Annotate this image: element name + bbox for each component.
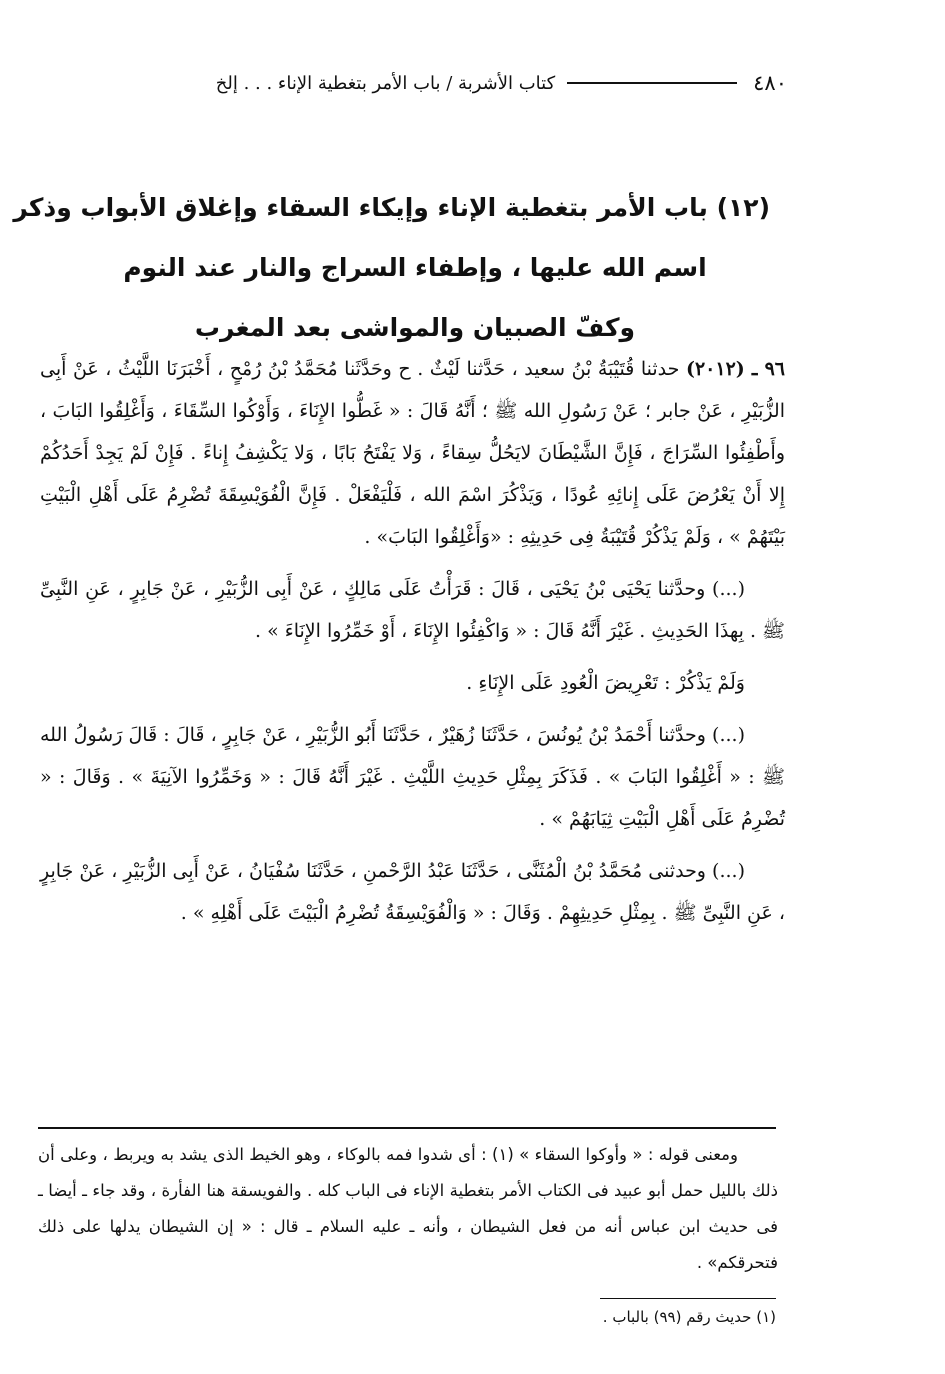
commentary-divider (38, 1127, 776, 1129)
chapter-heading (13, 178, 770, 358)
running-header (38, 66, 787, 100)
chapter-heading-line-1: (١٢) باب الأمر بتغطية الإناء وإيكاء السقاء وإغلاق الأبواب وذكر (13, 193, 770, 222)
footnote: (١) حديث رقم (٩٩) بالباب . (602, 1308, 776, 1326)
hadith-text-1: حدثنا قُتَيْبَةُ بْنُ سعيد ، حَدَّثنا لَيْثٌ . ح وحَدَّثَنا مُحَمَّدُ بْنُ رُمْحٍ ، أَخْبَرَنَا اللَّيْثُ ، عَنْ أَبِى الزُّبَيْرِ ، عَنْ جابر ؛ عَنْ رَسُولِ الله ﷺ ؛ أَنَّهُ قَالَ : « غَطُّوا الإِنَاءَ ، وَأَوْكُوا السِّقَاءَ ، وَأَغْلِقُوا البَابَ ، وأَطْفِئُوا السِّرَاجَ ، فَإِنَّ الشَّيْطَانَ لايَحُلُّ سِقاءً ، وَلا يَفْتَحُ بَابًا ، وَلا يَكْشِفُ إِناءً . فَإِنْ لَمْ يَجِدْ أَحَدُكُمْ إِلا أَنْ يَعْرُضَ عَلَى إِنائِهِ عُودًا ، وَيَذْكُرَ اسْمَ الله ، فَلْيَفْعَلْ . فَإِنَّ الْفُوَيْسِقَةَ تُضْرِمُ عَلَى أَهْلِ الْبَيْتِ بَيْتَهُمْ » ، وَلَمْ يَذْكُرْ قُتَيْبَةُ فِى حَدِيثِهِ : «وَأَغْلِقُوا البَابَ» . (40, 358, 785, 548)
hadith-paragraph-5: (...) وحدثنى مُحَمَّدُ بْنُ الْمُثَنَّى ، حَدَّثَنَا عَبْدُ الرَّحْمنِ ، حَدَّثَنَا سُفْيَانُ ، عَنْ أَبِى الزُّبَيْرِ ، عَنْ جَابِرٍ ، عَنِ النَّبِىِّ ﷺ . بِمِثْلِ حَدِيثِهِمْ . وَقَالَ : « وَالْفُوَيْسِقَةُ تُضْرِمُ الْبَيْتَ عَلَى أَهْلِهِ » . (40, 860, 785, 924)
hadith-paragraph-4: (...) وحدَّثنا أَحْمَدُ بْنُ يُونُسَ ، حَدَّثَنَا زُهَيْرٌ ، حَدَّثَنَا أَبُو الزُّبَيْرِ ، عَنْ جَابِرٍ ، قَالَ : قَالَ رَسُولُ الله ﷺ : « أَغْلِقُوا البَابَ » . فَذَكَرَ بِمِثْلِ حَدِيثِ اللَّيْثِ . غَيْرَ أَنَّهُ قَالَ : « وَخَمِّرُوا الآنِيَةَ » . وَقَالَ : « تُضْرِمُ عَلَى أَهْلِ الْبَيْتِ ثِيَابَهُمْ » . (40, 724, 786, 830)
running-title: كتاب الأشربة / باب الأمر بتغطية الإناء . . . إلخ (215, 72, 556, 94)
commentary-text: ومعنى قوله : « وأوكوا السقاء » (١) : أى شدوا فمه بالوكاء ، وهو الخيط الذى يشد به ويربط ، وعلى أن ذلك بالليل حمل أبو عبيد فى الكتاب الأمر بتغطية الإناء فى الباب كله . والفويسقة هنا الفأرة ، وقد جاء ـ أيضا ـ فى حديث ابن عباس أنه من فعل الشيطان ، وأنه ـ عليه السلام ـ قال : « إن الشيطان يدلها على ذلك فتحرقكم» . (38, 1145, 778, 1272)
header-rule (567, 82, 737, 84)
hadith-number: ٩٦ ـ (٢٠١٢) (685, 358, 785, 380)
hadith-body (40, 348, 785, 944)
chapter-heading-line-2: اسم الله عليها ، وإطفاء السراج والنار عند النوم (123, 253, 707, 282)
commentary (38, 1137, 778, 1281)
hadith-paragraph-2: (...) وحدَّثنا يَحْيَى بْنُ يَحْيَى ، قَالَ : قَرَأْتُ عَلَى مَالِكٍ ، عَنْ أَبِى الزُّبَيْرِ ، عَنْ جَابِرٍ ، عَنِ النَّبِىِّ ﷺ . بِهذَا الحَدِيثِ . غَيْرَ أَنَّهُ قَالَ : « وَاكْفِئُوا الإِنَاءَ ، أَوْ خَمِّرُوا الإِنَاءَ » . (40, 578, 785, 642)
chapter-heading-line-3: وكفّ الصبيان والمواشى بعد المغرب (194, 313, 636, 342)
page-number: ٤٨٠ (753, 71, 787, 95)
hadith-paragraph-1 (40, 348, 785, 558)
footnote-divider (600, 1298, 776, 1299)
hadith-paragraph-3: وَلَمْ يَذْكُرْ : تَعْرِيضَ الْعُودِ عَلَى الإِنَاءِ . (466, 672, 745, 694)
